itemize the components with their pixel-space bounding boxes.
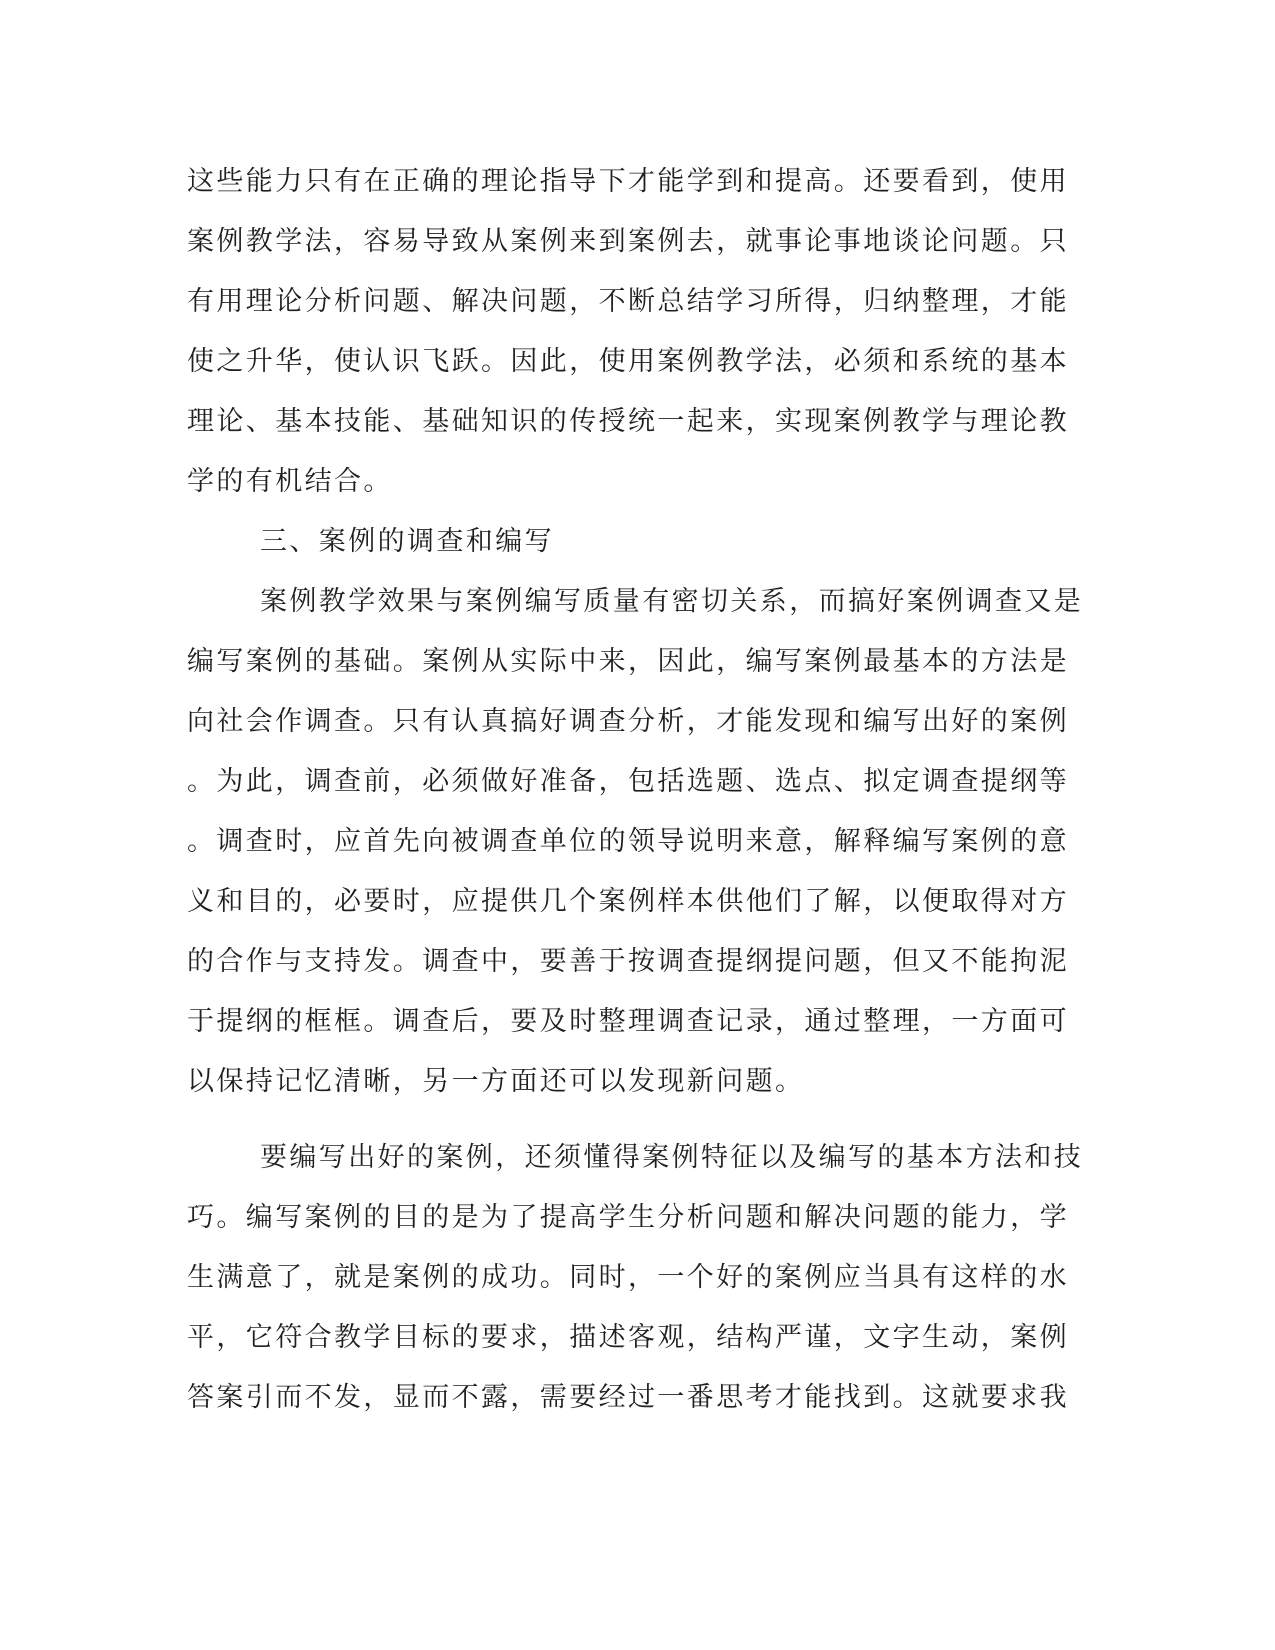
text-line: 巧。编写案例的目的是为了提高学生分析问题和解决问题的能力，学	[187, 1202, 1069, 1233]
text-line: 于提纲的框框。调查后，要及时整理调查记录，通过整理，一方面可	[187, 1006, 1069, 1037]
text-line: 要编写出好的案例，还须懂得案例特征以及编写的基本方法和技	[260, 1142, 1084, 1173]
text-line: 平，它符合教学目标的要求，描述客观，结构严谨，文字生动，案例	[187, 1322, 1069, 1353]
text-line: 。为此，调查前，必须做好准备，包括选题、选点、拟定调查提纲等	[187, 766, 1069, 797]
text-line: 编写案例的基础。案例从实际中来，因此，编写案例最基本的方法是	[187, 646, 1069, 677]
text-line: 答案引而不发，显而不露，需要经过一番思考才能找到。这就要求我	[187, 1382, 1069, 1413]
text-line: 案例教学效果与案例编写质量有密切关系，而搞好案例调查又是	[260, 586, 1084, 617]
text-line: 以保持记忆清晰，另一方面还可以发现新问题。	[187, 1066, 805, 1097]
text-line: 向社会作调查。只有认真搞好调查分析，才能发现和编写出好的案例	[187, 706, 1069, 737]
text-line: 学的有机结合。	[187, 466, 393, 497]
text-line: 义和目的，必要时，应提供几个案例样本供他们了解，以便取得对方	[187, 886, 1069, 917]
text-line: 这些能力只有在正确的理论指导下才能学到和提高。还要看到，使用	[187, 166, 1069, 197]
text-line: 理论、基本技能、基础知识的传授统一起来，实现案例教学与理论教	[187, 406, 1069, 437]
text-line: 有用理论分析问题、解决问题，不断总结学习所得，归纳整理，才能	[187, 286, 1069, 317]
section-heading: 三、案例的调查和编写	[260, 526, 554, 557]
text-line: 的合作与支持发。调查中，要善于按调查提纲提问题，但又不能拘泥	[187, 946, 1069, 977]
text-line: 案例教学法，容易导致从案例来到案例去，就事论事地谈论问题。只	[187, 226, 1069, 257]
text-line: 使之升华，使认识飞跃。因此，使用案例教学法，必须和系统的基本	[187, 346, 1069, 377]
text-line: 生满意了，就是案例的成功。同时，一个好的案例应当具有这样的水	[187, 1262, 1069, 1293]
text-line: 。调查时，应首先向被调查单位的领导说明来意，解释编写案例的意	[187, 826, 1069, 857]
